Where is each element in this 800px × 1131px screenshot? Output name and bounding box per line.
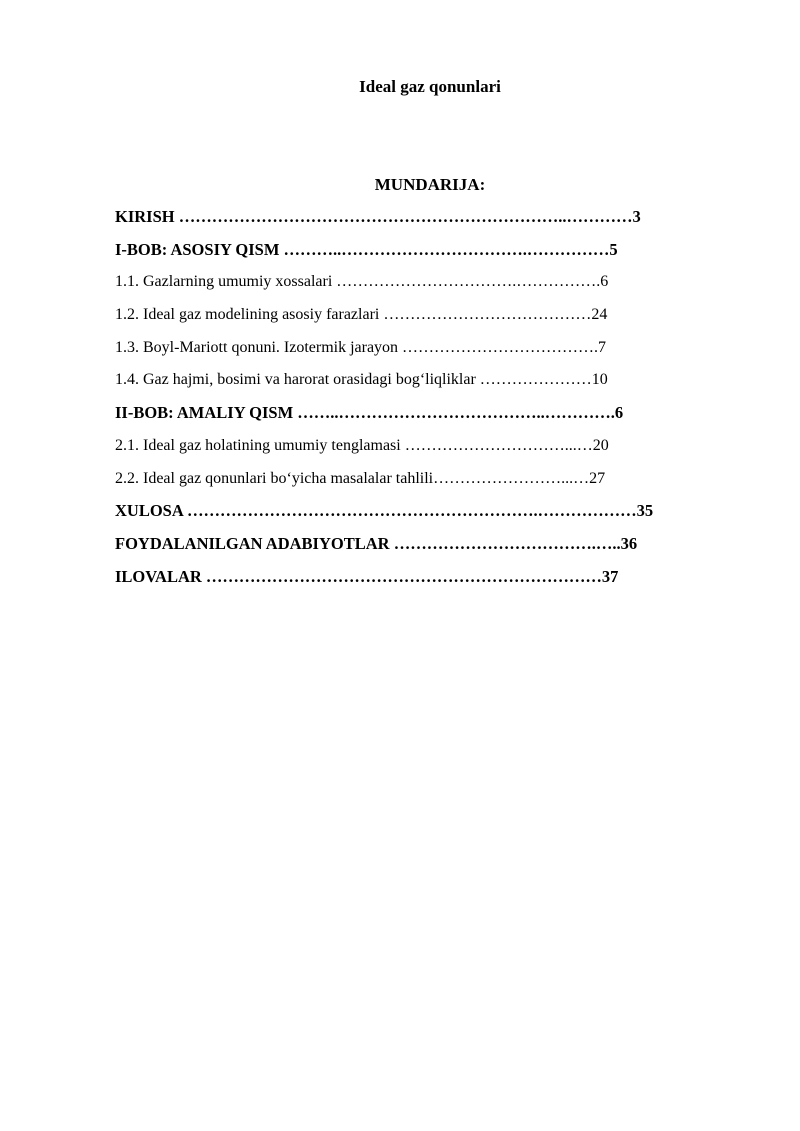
toc-entry: 1.4. Gaz hajmi, bosimi va harorat orasidagi bog‘liqliklar …………………10	[115, 371, 608, 389]
toc-entry: 1.3. Boyl-Mariott qonuni. Izotermik jarayon ……………………………….7	[115, 338, 607, 356]
toc-heading: MUNDARIJA:	[374, 175, 486, 194]
toc-entry: I-BOB: ASOSIY QISM ………..…………………………….……………5	[115, 239, 618, 259]
toc-entry: 2.1. Ideal gaz holatining umumiy tenglamasi …………………………...…20	[115, 436, 609, 454]
toc-entry: 2.2. Ideal gaz qonunlari bo‘yicha masalalar tahlili……………………...…27	[115, 469, 606, 487]
toc-entry: II-BOB: AMALIY QISM ……..………………………………..………….6	[115, 403, 624, 423]
toc-entry: XULOSA ……………………………………………………….………………35	[115, 501, 654, 521]
table-of-contents	[115, 206, 705, 598]
toc-entry: 1.2. Ideal gaz modelining asosiy farazlari …………………………………24	[115, 306, 608, 324]
toc-entry: 1.1. Gazlarning umumiy xossalari …………………………….…………….6	[115, 273, 609, 291]
toc-entry: FOYDALANILGAN ADABIYOTLAR ……………………………….…..36	[115, 533, 638, 553]
document-title: Ideal gaz qonunlari	[359, 77, 501, 96]
toc-entry: ILOVALAR ………………………………………………………………37	[115, 566, 619, 586]
toc-entry: KIRISH ……………………………………………………………..…………3	[115, 207, 641, 226]
